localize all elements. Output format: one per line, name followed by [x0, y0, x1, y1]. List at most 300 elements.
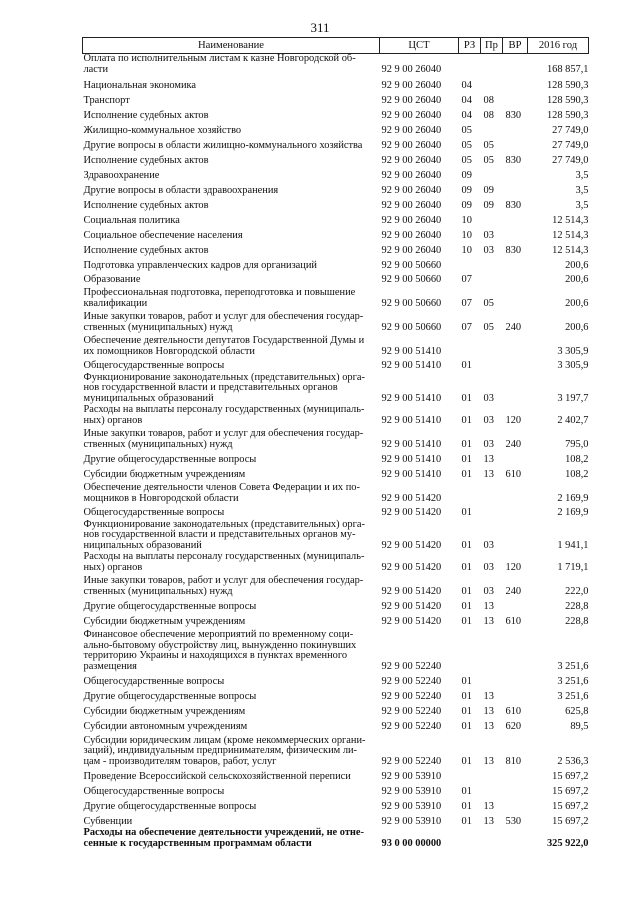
row-sum: 12 514,3: [552, 229, 589, 241]
row-name: [83, 107, 380, 122]
table-header-row: [83, 38, 589, 54]
table-row: [83, 519, 589, 552]
row-name: [83, 137, 380, 152]
row-sum: 228,8: [565, 600, 589, 612]
row-cst: 92 9 00 52240: [381, 675, 442, 687]
header-year: 2016 год: [528, 38, 589, 54]
row-sum: 1 719,1: [557, 561, 589, 573]
row-name-line: Субсидии юридическим лицам (кроме некоммерческих органи-: [83, 734, 366, 746]
row-cst: 92 9 00 26040: [381, 124, 442, 136]
row-name-line: Другие общегосударственные вопросы: [83, 453, 257, 465]
row-pr: [481, 76, 503, 92]
row-cst: 92 9 00 51420: [381, 506, 442, 518]
row-sum: 200,6: [565, 273, 589, 285]
row-sum: 108,2: [565, 468, 589, 480]
row-cst: 92 9 00 26040: [381, 184, 442, 196]
row-name-line: мощников в Новгородской области: [83, 492, 239, 504]
row-cst: 92 9 00 26040: [381, 244, 442, 256]
row-cst: 92 9 00 51410: [381, 438, 442, 450]
budget-table: [82, 37, 589, 850]
row-sum: 1 941,1: [557, 539, 589, 551]
table-row: [83, 598, 589, 613]
row-vr: [503, 783, 528, 798]
row-rz: 01: [461, 705, 472, 717]
row-cst: 92 9 00 51410: [381, 345, 442, 357]
row-name-line: Другие вопросы в области жилищно-коммунального хозяйства: [83, 139, 363, 151]
row-rz: 01: [461, 414, 472, 426]
row-pr: [481, 673, 503, 688]
row-sum: 3 305,9: [557, 359, 589, 371]
row-pr: 03: [483, 244, 494, 256]
row-pr: [481, 272, 503, 286]
row-rz: 01: [461, 800, 472, 812]
row-pr: 03: [483, 229, 494, 241]
row-cst: 92 9 00 51420: [381, 615, 442, 627]
row-pr: 13: [483, 453, 494, 465]
row-name: [83, 828, 380, 850]
row-cst: 92 9 00 26040: [381, 94, 442, 106]
row-cst: 92 9 00 26040: [381, 109, 442, 121]
row-rz: [459, 481, 481, 505]
row-name-line: Функционирование законодательных (представительных) орга-: [83, 371, 365, 383]
row-name: [83, 257, 380, 272]
row-vr: [503, 257, 528, 272]
row-name: [83, 718, 380, 733]
row-vr: [503, 768, 528, 783]
row-name-line: Субвенции: [83, 815, 133, 827]
row-name-line: Субсидии бюджетным учреждениям: [83, 615, 246, 627]
row-name-line: Социальная политика: [83, 214, 180, 226]
header-name: Наименование: [83, 38, 380, 54]
header-pr: Пр: [481, 38, 503, 54]
row-sum: 27 749,0: [552, 124, 589, 136]
row-rz: 01: [461, 468, 472, 480]
row-pr: [481, 628, 503, 673]
table-row: [83, 505, 589, 519]
row-name-line: цам - производителям товаров, работ, услуг: [83, 755, 277, 767]
row-rz: 01: [461, 785, 472, 797]
row-rz: 01: [461, 561, 472, 573]
row-sum: 27 749,0: [552, 139, 589, 151]
row-sum: 128 590,3: [546, 94, 589, 106]
row-cst: 92 9 00 26040: [381, 229, 442, 241]
row-pr: [481, 122, 503, 137]
row-name: [83, 688, 380, 703]
row-name-line: Субсидии автономным учреждениям: [83, 720, 248, 732]
row-sum: 15 697,2: [552, 770, 589, 782]
row-vr: 830: [505, 154, 522, 166]
row-name-line: Подготовка управленческих кадров для организаций: [83, 259, 317, 271]
row-name-line: ственных (муниципальных) нужд: [83, 438, 233, 450]
table-body: [83, 54, 589, 850]
row-name-line: Исполнение судебных актов: [83, 154, 209, 166]
row-vr: [503, 481, 528, 505]
row-rz: 01: [461, 585, 472, 597]
row-name: [83, 372, 380, 405]
row-sum: 228,8: [565, 615, 589, 627]
row-pr: 09: [483, 199, 494, 211]
row-rz: 09: [461, 169, 472, 181]
header-rz: РЗ: [459, 38, 481, 54]
row-name-line: ных) органов: [83, 561, 143, 573]
row-vr: [503, 182, 528, 197]
row-name-line: муниципальных образований: [83, 392, 214, 404]
row-pr: 13: [483, 615, 494, 627]
table-row: [83, 828, 589, 850]
row-pr: 05: [483, 154, 494, 166]
table-row: [83, 405, 589, 427]
table-row: [83, 152, 589, 167]
row-sum: 200,6: [565, 321, 589, 333]
row-cst: 92 9 00 51420: [381, 585, 442, 597]
row-vr: [503, 76, 528, 92]
table-row: [83, 718, 589, 733]
row-name: [83, 733, 380, 768]
row-name: [83, 598, 380, 613]
table-row: [83, 481, 589, 505]
row-rz: 10: [461, 244, 472, 256]
row-name-line: Обеспечение деятельности членов Совета Федерации и их по-: [83, 482, 360, 494]
row-name-line: Исполнение судебных актов: [83, 199, 209, 211]
row-name-line: Общегосударственные вопросы: [83, 506, 225, 518]
row-rz: 04: [461, 79, 472, 91]
row-pr: [481, 828, 503, 850]
row-name-line: Расходы на обеспечение деятельности учреждений, не отне-: [83, 827, 364, 839]
row-cst: 92 9 00 50660: [381, 321, 442, 333]
row-rz: [459, 828, 481, 850]
table-row: [83, 257, 589, 272]
row-pr: [481, 768, 503, 783]
row-vr: [503, 372, 528, 405]
row-name: [83, 227, 380, 242]
table-row: [83, 92, 589, 107]
row-name-line: Расходы на выплаты персоналу государственных (муниципаль-: [83, 404, 365, 416]
row-name-line: Профессиональная подготовка, переподготовка и повышение: [83, 287, 356, 299]
row-rz: 10: [461, 229, 472, 241]
table-row: [83, 552, 589, 574]
row-vr: [503, 54, 528, 76]
row-pr: 13: [483, 690, 494, 702]
table-row: [83, 427, 589, 451]
table-row: [83, 703, 589, 718]
row-vr: 830: [505, 109, 522, 121]
table-row: [83, 107, 589, 122]
row-sum: 3 251,6: [557, 690, 589, 702]
row-rz: 01: [461, 675, 472, 687]
row-rz: 04: [461, 109, 472, 121]
row-sum: 3 251,6: [557, 675, 589, 687]
row-pr: [481, 212, 503, 227]
row-vr: 120: [505, 414, 522, 426]
row-pr: [481, 783, 503, 798]
row-pr: [481, 358, 503, 372]
row-name: [83, 286, 380, 310]
row-name: [83, 451, 380, 466]
row-sum: 108,2: [565, 453, 589, 465]
budget-table-container: [82, 37, 588, 850]
row-sum: 168 857,1: [546, 63, 589, 75]
table-row: [83, 197, 589, 212]
row-name: [83, 358, 380, 372]
header-cst: ЦСТ: [380, 38, 459, 54]
row-vr: [503, 92, 528, 107]
row-vr: [503, 688, 528, 703]
row-name: [83, 505, 380, 519]
row-pr: 03: [483, 392, 494, 404]
table-row: [83, 334, 589, 358]
table-row: [83, 628, 589, 673]
row-rz: 01: [461, 453, 472, 465]
row-sum: 89,5: [570, 720, 589, 732]
row-vr: [503, 286, 528, 310]
row-rz: 01: [461, 506, 472, 518]
row-name-line: нов государственной власти и представительных органов: [83, 382, 338, 394]
row-pr: 03: [483, 539, 494, 551]
row-vr: 830: [505, 244, 522, 256]
row-vr: [503, 798, 528, 813]
row-cst: 92 9 00 51410: [381, 359, 442, 371]
row-rz: 01: [461, 539, 472, 551]
row-name-line: Социальное обеспечение населения: [83, 229, 243, 241]
row-cst: 92 9 00 26040: [381, 79, 442, 91]
row-name-line: Функционирование законодательных (представительных) орга-: [83, 518, 365, 530]
row-pr: 08: [483, 109, 494, 121]
row-name: [83, 798, 380, 813]
row-cst: 92 9 00 51410: [381, 414, 442, 426]
row-cst: 93 0 00 00000: [381, 837, 442, 849]
row-name-line: Субсидии бюджетным учреждениям: [83, 468, 246, 480]
row-sum: 2 402,7: [557, 414, 589, 426]
row-name: [83, 122, 380, 137]
row-name: [83, 466, 380, 481]
row-pr: [481, 481, 503, 505]
row-cst: 92 9 00 52240: [381, 660, 442, 672]
table-row: [83, 54, 589, 76]
row-rz: [459, 768, 481, 783]
table-row: [83, 813, 589, 828]
row-vr: [503, 673, 528, 688]
row-name: [83, 334, 380, 358]
table-row: [83, 733, 589, 768]
row-cst: 92 9 00 26040: [381, 214, 442, 226]
row-rz: 01: [461, 615, 472, 627]
row-name-line: ласти: [83, 63, 109, 75]
row-name-line: Другие вопросы в области здравоохранения: [83, 184, 279, 196]
row-vr: 610: [505, 615, 522, 627]
row-cst: 92 9 00 52240: [381, 705, 442, 717]
row-vr: [503, 227, 528, 242]
table-row: [83, 137, 589, 152]
row-cst: 92 9 00 52240: [381, 755, 442, 767]
row-cst: 92 9 00 51410: [381, 392, 442, 404]
table-row: [83, 242, 589, 257]
table-row: [83, 310, 589, 334]
row-vr: [503, 828, 528, 850]
row-rz: 10: [461, 214, 472, 226]
row-vr: [503, 519, 528, 552]
row-name-line: ных) органов: [83, 414, 143, 426]
row-pr: 03: [483, 414, 494, 426]
row-vr: [503, 212, 528, 227]
row-vr: [503, 628, 528, 673]
row-sum: 15 697,2: [552, 800, 589, 812]
row-sum: 3,5: [575, 184, 589, 196]
row-pr: 13: [483, 705, 494, 717]
row-vr: 240: [505, 321, 522, 333]
row-cst: 92 9 00 52240: [381, 720, 442, 732]
row-name: [83, 92, 380, 107]
row-pr: 05: [483, 321, 494, 333]
row-cst: 92 9 00 51420: [381, 539, 442, 551]
row-rz: 05: [461, 154, 472, 166]
row-sum: 3,5: [575, 169, 589, 181]
row-name-line: Субсидии бюджетным учреждениям: [83, 705, 246, 717]
row-name-line: размещения: [83, 660, 137, 672]
row-rz: 07: [461, 321, 472, 333]
page-number: 311: [310, 20, 330, 35]
row-name-line: Образование: [83, 273, 141, 285]
row-name: [83, 182, 380, 197]
row-name-line: сенные к государственным программам области: [83, 837, 312, 849]
row-name: [83, 427, 380, 451]
row-sum: 222,0: [565, 585, 589, 597]
row-pr: 03: [483, 561, 494, 573]
row-pr: [481, 167, 503, 182]
row-cst: 92 9 00 26040: [381, 139, 442, 151]
row-name-line: Расходы на выплаты персоналу государственных (муниципаль-: [83, 551, 365, 563]
row-vr: [503, 505, 528, 519]
row-name: [83, 405, 380, 427]
row-vr: 610: [505, 468, 522, 480]
row-name: [83, 197, 380, 212]
table-row: [83, 76, 589, 92]
table-row: [83, 212, 589, 227]
row-vr: 610: [505, 705, 522, 717]
row-name: [83, 519, 380, 552]
row-cst: 92 9 00 53910: [381, 785, 442, 797]
table-row: [83, 768, 589, 783]
row-cst: 92 9 00 53910: [381, 770, 442, 782]
row-name-line: квалификации: [83, 297, 148, 309]
row-vr: 120: [505, 561, 522, 573]
row-name: [83, 167, 380, 182]
row-pr: 08: [483, 94, 494, 106]
table-row: [83, 783, 589, 798]
row-rz: 09: [461, 199, 472, 211]
row-name: [83, 76, 380, 92]
row-vr: 530: [505, 815, 522, 827]
row-sum: 200,6: [565, 259, 589, 271]
row-pr: [481, 505, 503, 519]
row-sum: 3 305,9: [557, 345, 589, 357]
row-name-line: Исполнение судебных актов: [83, 244, 209, 256]
row-vr: 240: [505, 585, 522, 597]
row-name-line: Национальная экономика: [83, 79, 197, 91]
row-rz: 07: [461, 297, 472, 309]
row-name-line: Другие общегосударственные вопросы: [83, 800, 257, 812]
table-row: [83, 227, 589, 242]
row-sum: 12 514,3: [552, 244, 589, 256]
row-name: [83, 574, 380, 598]
row-name-line: Другие общегосударственные вопросы: [83, 600, 257, 612]
row-sum: 200,6: [565, 297, 589, 309]
row-rz: [459, 334, 481, 358]
table-row: [83, 286, 589, 310]
row-vr: 830: [505, 199, 522, 211]
row-pr: 13: [483, 600, 494, 612]
row-name-line: Обеспечение деятельности депутатов Государственной Думы и: [83, 335, 365, 347]
table-row: [83, 688, 589, 703]
row-cst: 92 9 00 53910: [381, 815, 442, 827]
row-rz: 01: [461, 815, 472, 827]
row-vr: [503, 272, 528, 286]
row-sum: 2 169,9: [557, 506, 589, 518]
table-row: [83, 167, 589, 182]
row-name-line: Общегосударственные вопросы: [83, 359, 225, 371]
row-name-line: нов государственной власти и представительных органов му-: [83, 529, 356, 541]
row-sum: 15 697,2: [552, 815, 589, 827]
row-cst: 92 9 00 26040: [381, 199, 442, 211]
row-vr: [503, 167, 528, 182]
row-rz: 01: [461, 438, 472, 450]
row-name-line: заций), индивидуальным предпринимателям, физическим ли-: [83, 745, 358, 757]
row-name-line: ственных (муниципальных) нужд: [83, 321, 233, 333]
row-cst: 92 9 00 26040: [381, 169, 442, 181]
row-vr: [503, 334, 528, 358]
row-pr: 13: [483, 815, 494, 827]
row-rz: 05: [461, 124, 472, 136]
row-name-line: Общегосударственные вопросы: [83, 785, 225, 797]
row-name-line: Транспорт: [83, 94, 130, 106]
row-cst: 92 9 00 50660: [381, 297, 442, 309]
table-row: [83, 613, 589, 628]
row-sum: 3 251,6: [557, 660, 589, 672]
row-name: [83, 613, 380, 628]
row-name: [83, 212, 380, 227]
row-cst: 92 9 00 52240: [381, 690, 442, 702]
row-name-line: Проведение Всероссийской сельскохозяйственной переписи: [83, 770, 351, 782]
row-cst: 92 9 00 51410: [381, 468, 442, 480]
row-sum: 15 697,2: [552, 785, 589, 797]
table-row: [83, 182, 589, 197]
row-pr: 13: [483, 800, 494, 812]
row-vr: 240: [505, 438, 522, 450]
row-name: [83, 552, 380, 574]
table-row: [83, 372, 589, 405]
row-cst: 92 9 00 53910: [381, 800, 442, 812]
row-name-line: Иные закупки товаров, работ и услуг для обеспечения государ-: [83, 428, 364, 440]
row-name: [83, 242, 380, 257]
row-sum: 12 514,3: [552, 214, 589, 226]
row-cst: 92 9 00 51420: [381, 561, 442, 573]
row-rz: 01: [461, 690, 472, 702]
row-name-line: территорию Украины и находящихся в пунктах временного: [83, 650, 348, 662]
row-name: [83, 152, 380, 167]
row-rz: 04: [461, 94, 472, 106]
row-name: [83, 673, 380, 688]
row-sum: 128 590,3: [546, 79, 589, 91]
row-name-line: Оплата по исполнительным листам к казне Новгородской об-: [83, 53, 356, 65]
header-vr: ВР: [503, 38, 528, 54]
row-vr: 810: [505, 755, 522, 767]
row-name-line: Иные закупки товаров, работ и услуг для обеспечения государ-: [83, 311, 364, 323]
row-name-line: Жилищно-коммунальное хозяйство: [83, 124, 242, 136]
row-pr: 05: [483, 139, 494, 151]
row-name: [83, 628, 380, 673]
row-rz: [459, 54, 481, 76]
row-cst: 92 9 00 26040: [381, 154, 442, 166]
row-vr: [503, 451, 528, 466]
